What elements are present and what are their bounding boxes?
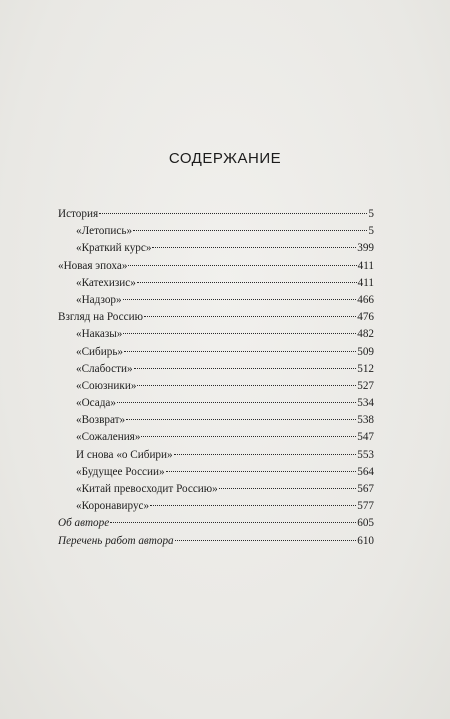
toc-entry-label: Перечень работ автора [58, 534, 174, 547]
dot-leader [123, 299, 357, 300]
toc-entry-label: «Союзники» [76, 379, 137, 392]
toc-entry-page-number: 610 [357, 534, 374, 547]
toc-entry [58, 481, 374, 498]
toc-entry-label: Взгляд на Россию [58, 311, 143, 324]
toc-entry-page-number: 411 [357, 276, 374, 289]
dot-leader [124, 351, 356, 352]
toc-entry-label: «Наказы» [76, 328, 123, 341]
dot-leader [150, 505, 356, 506]
toc-entry-label: «Коронавирус» [76, 500, 150, 513]
dot-leader [144, 316, 356, 317]
toc-entry [58, 344, 374, 361]
toc-entry-label: Об авторе [58, 517, 110, 530]
dot-leader [137, 385, 356, 386]
toc-entry [58, 533, 374, 550]
toc-entry-label: «Летопись» [76, 225, 133, 238]
toc-entry [58, 361, 374, 378]
toc-entry [58, 464, 374, 481]
toc-entry-page-number: 512 [357, 362, 374, 375]
toc-entry-page-number: 538 [357, 414, 374, 427]
toc-entry-label: «Осада» [76, 397, 116, 410]
toc-entry [58, 395, 374, 412]
toc-entry-label: «Возврат» [76, 414, 126, 427]
toc-entry-page-number: 509 [357, 345, 374, 358]
dot-leader [117, 402, 356, 403]
toc-entry-label: История [58, 208, 99, 220]
toc-entry-page-number: 605 [357, 517, 374, 530]
toc-entry [58, 206, 374, 223]
toc-entry [58, 429, 374, 446]
dot-leader [137, 282, 357, 283]
toc-entry [58, 326, 374, 343]
dot-leader [134, 368, 357, 369]
dot-leader [141, 436, 356, 437]
table-of-contents [58, 206, 374, 550]
dot-leader [99, 213, 367, 214]
dot-leader [123, 333, 356, 334]
toc-heading: СОДЕРЖАНИЕ [168, 150, 282, 167]
toc-entry [58, 258, 374, 275]
toc-entry-page-number: 567 [357, 483, 374, 495]
toc-entry-page-number: 547 [357, 431, 374, 444]
toc-entry-label: «Сибирь» [76, 345, 124, 358]
toc-entry-page-number: 5 [368, 208, 374, 220]
toc-entry-page-number: 577 [357, 500, 374, 513]
toc-entry-page-number: 564 [357, 465, 374, 478]
toc-entry-label: «Надзор» [76, 293, 122, 306]
toc-entry [58, 498, 374, 515]
toc-entry-label: «Катехизис» [76, 276, 136, 289]
dot-leader [152, 247, 356, 248]
toc-entry [58, 412, 374, 429]
dot-leader [219, 488, 356, 489]
toc-entry-page-number: 411 [357, 259, 374, 272]
dot-leader [175, 540, 357, 541]
toc-entry-page-number: 482 [357, 328, 374, 341]
toc-entry-page-number: 553 [357, 448, 374, 461]
toc-entry-label: «Будущее России» [76, 465, 165, 478]
toc-entry-page-number: 466 [357, 293, 374, 306]
dot-leader [174, 454, 357, 455]
dot-leader [126, 419, 356, 420]
toc-entry [58, 292, 374, 309]
toc-entry-label: «Новая эпоха» [58, 259, 128, 272]
toc-entry [58, 240, 374, 257]
toc-entry-page-number: 476 [357, 311, 374, 324]
toc-entry-label: «Слабости» [76, 362, 133, 375]
toc-entry [58, 378, 374, 395]
toc-entry-page-number: 527 [357, 379, 374, 392]
toc-entry-page-number: 399 [357, 242, 374, 255]
toc-entry-page-number: 5 [368, 225, 374, 238]
toc-entry-label: «Краткий курс» [76, 242, 152, 255]
toc-entry-label: И снова «о Сибири» [76, 448, 173, 461]
toc-entry [58, 275, 374, 292]
toc-entry-label: «Сожаления» [76, 431, 141, 444]
toc-entry [58, 447, 374, 464]
dot-leader [128, 265, 356, 266]
toc-entry [58, 309, 374, 326]
dot-leader [133, 230, 367, 231]
toc-entry-label: «Китай превосходит Россию» [76, 483, 218, 495]
toc-entry [58, 223, 374, 240]
toc-entry-page-number: 534 [357, 397, 374, 410]
dot-leader [166, 471, 357, 472]
toc-entry [58, 515, 374, 532]
dot-leader [110, 522, 356, 523]
